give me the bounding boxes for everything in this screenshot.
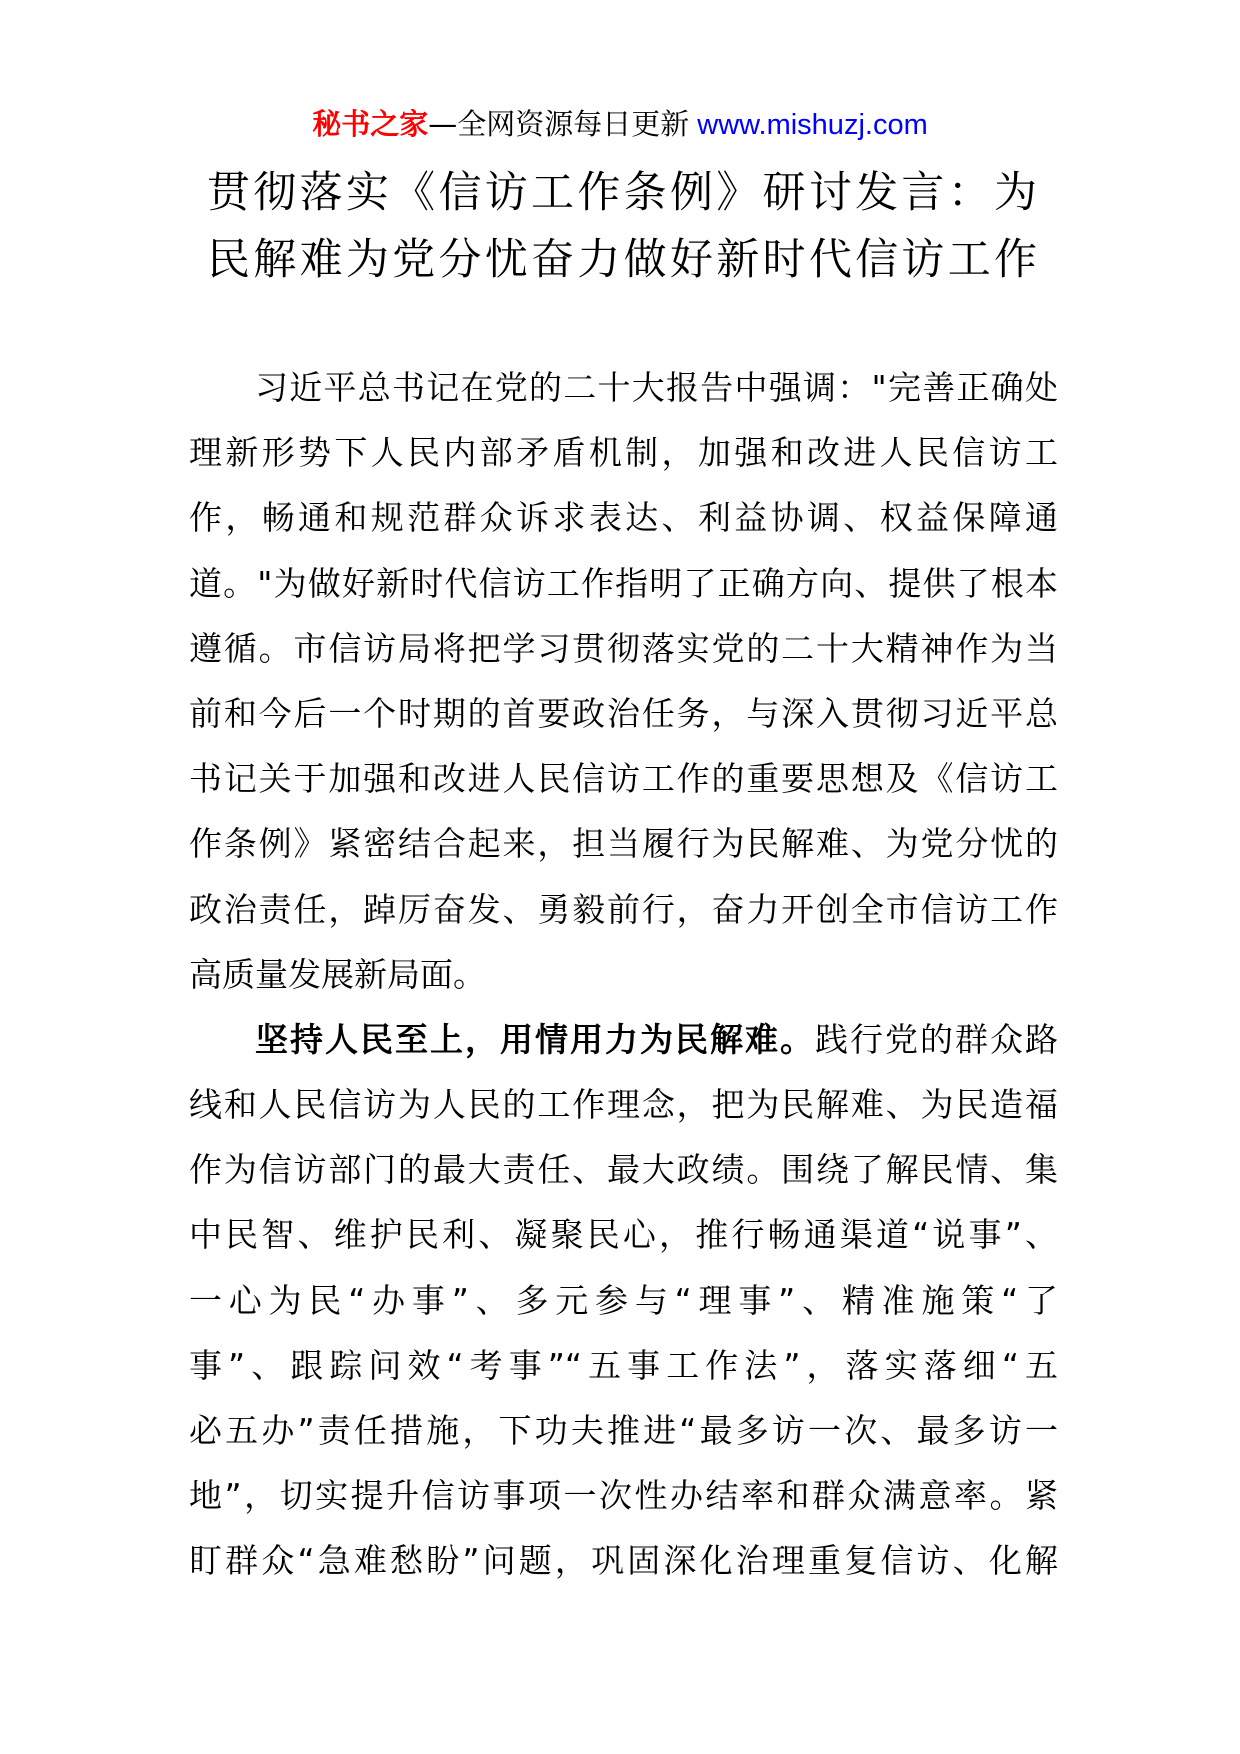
- brand-name: 秘书之家: [312, 107, 429, 141]
- text-line: 地”，切实提升信访事项一次性办结率和群众满意率。紧: [189, 1476, 1058, 1516]
- text-line: 作，畅通和规范群众诉求表达、利益协调、权益保障通: [189, 498, 1058, 538]
- text-line: 理新形势下人民内部矛盾机制，加强和改进人民信访工: [189, 433, 1058, 473]
- title-line: 贯彻落实《信访工作条例》研讨发言：为: [207, 168, 1037, 218]
- text-line: 前和今后一个时期的首要政治任务，与深入贯彻习近平总: [189, 693, 1058, 733]
- text-line: 作为信访部门的最大责任、最大政绩。围绕了解民情、集: [189, 1150, 1058, 1190]
- site-header: [0, 102, 1240, 146]
- text-line: 一心为民“办事”、多元参与“理事”、精准施策“了: [189, 1280, 1058, 1320]
- text-line: 线和人民信访为人民的工作理念，把为民解难、为民造福: [189, 1085, 1058, 1125]
- document-title: [207, 160, 1037, 294]
- text-line: 必五办”责任措施，下功夫推进“最多访一次、最多访一: [189, 1411, 1058, 1450]
- site-tagline: —全网资源每日更新: [428, 107, 690, 141]
- text-line: 盯群众“急难愁盼”问题，巩固深化治理重复信访、化解: [189, 1541, 1058, 1581]
- text-line-rest: 践行党的群众路: [815, 1019, 1058, 1059]
- text-line: 政治责任，踔厉奋发、勇毅前行，奋力开创全市信访工作: [189, 889, 1058, 929]
- text-line: 作条例》紧密结合起来，担当履行为民解难、为党分忧的: [189, 824, 1058, 864]
- text-line: 习近平总书记在党的二十大报告中强调："完善正确处: [255, 368, 1058, 407]
- title-line: 民解难为党分忧奋力做好新时代信访工作: [207, 235, 1037, 285]
- text-line: [189, 1007, 1058, 1072]
- text-line: 中民智、维护民利、凝聚民心，推行畅通渠道“说事”、: [189, 1215, 1058, 1255]
- text-line: 道。"为做好新时代信访工作指明了正确方向、提供了根本: [189, 563, 1058, 603]
- text-line: 书记关于加强和改进人民信访工作的重要思想及《信访工: [189, 759, 1058, 799]
- paragraph: [189, 355, 1058, 1007]
- body-text: [189, 355, 1058, 1594]
- text-line: 遵循。市信访局将把学习贯彻落实党的二十大精神作为当: [189, 628, 1058, 668]
- text-line: 事”、跟踪问效“考事”“五事工作法”，落实落细“五: [189, 1345, 1058, 1385]
- paragraph: [189, 1007, 1058, 1594]
- lead-sentence: 坚持人民至上，用情用力为民解难。: [255, 1019, 815, 1059]
- text-line: 高质量发展新局面。: [189, 954, 486, 994]
- site-url: www.mishuzj.com: [697, 109, 928, 141]
